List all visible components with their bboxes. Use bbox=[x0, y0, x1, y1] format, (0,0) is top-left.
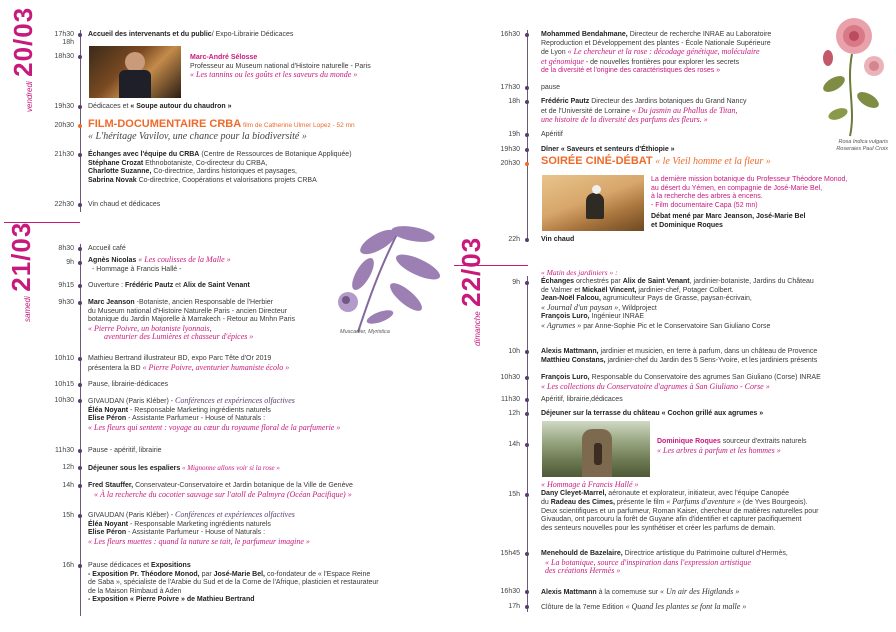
timeline-dot bbox=[78, 484, 82, 488]
speaker-name: Menehould de Bazelaire, bbox=[541, 550, 623, 557]
time: 16h bbox=[62, 562, 74, 569]
day-date: 22/03 bbox=[456, 236, 486, 307]
timeline-dot bbox=[78, 466, 82, 470]
speaker-name: Alix de Saint Venant bbox=[182, 282, 250, 289]
timeline-dot bbox=[525, 350, 529, 354]
item-title: Déjeuner sous les espaliers bbox=[88, 465, 181, 472]
timeline-dot bbox=[78, 247, 82, 251]
section-intro: « Matin des jardiniers » : bbox=[541, 268, 618, 277]
speaker-role: sourceur d'extraits naturels bbox=[720, 438, 807, 445]
item-text: (de Yves Bourgeois). bbox=[740, 499, 808, 507]
speaker-role: de Lyon bbox=[541, 49, 568, 57]
day-label-friday bbox=[8, 7, 39, 112]
time: 22h bbox=[508, 236, 520, 243]
illustration-caption bbox=[822, 139, 888, 153]
agenda-item bbox=[88, 355, 289, 373]
speaker-name: Jean-Noël Falcou, bbox=[541, 295, 601, 303]
talk-title: « Du jasmin au Phallus de Titan, bbox=[631, 105, 738, 115]
time: 22h30 bbox=[54, 201, 74, 208]
book-title: « Journal d'un paysan » bbox=[541, 302, 619, 312]
event-title: SOIRÉE CINÉ-DÉBAT bbox=[541, 155, 653, 167]
person-shape bbox=[125, 52, 145, 72]
timeline-dot bbox=[78, 357, 82, 361]
agenda-item: Pause, librairie-dédicaces bbox=[88, 381, 169, 388]
time: 19h30 bbox=[500, 146, 520, 153]
item-text: co-fondateur de « l'Espace Reine bbox=[265, 570, 371, 578]
time: 17h bbox=[508, 603, 520, 610]
time: 14h bbox=[62, 482, 74, 489]
item-text: Clôture de la 7eme Edition bbox=[541, 604, 626, 611]
timeline-dot bbox=[525, 493, 529, 497]
speaker-name: Dany Cleyet-Marrel, bbox=[541, 489, 607, 497]
speaker-name: Frédéric Pautz bbox=[541, 98, 590, 105]
item-title: - Exposition bbox=[88, 596, 130, 604]
speaker-role: agrumiculteur Pays de Grasse, paysan-écrivain, bbox=[600, 295, 752, 303]
talk-title: « La botanique, source d'inspiration dans l'expression artistique bbox=[545, 557, 751, 567]
agenda-item bbox=[541, 31, 771, 76]
speaker-name: Elise Péron bbox=[88, 529, 127, 537]
agenda-item: Accueil café bbox=[88, 245, 126, 252]
time: 14h bbox=[508, 441, 520, 448]
timeline-dot bbox=[525, 86, 529, 90]
timeline-dot bbox=[78, 55, 82, 59]
book-title: « Agrumes » bbox=[541, 320, 582, 330]
agenda-item bbox=[541, 481, 818, 534]
agenda-item: Apéritif bbox=[541, 131, 563, 138]
speaker-name: Elise Péron bbox=[88, 415, 127, 423]
item-text: présente le film bbox=[614, 499, 667, 507]
agenda-item bbox=[88, 562, 379, 605]
film-title: « L'héritage Vavilov, une chance pour la biodiversité » bbox=[88, 130, 307, 142]
agenda-item bbox=[88, 256, 231, 274]
time: 19h bbox=[508, 131, 520, 138]
item-text: Deux scientifiques et un parfumeur, Roman Kaiser, chercheur de matières naturelles pour bbox=[541, 507, 819, 515]
agenda-item bbox=[541, 374, 821, 391]
item-text: (Paris Kléber) - bbox=[124, 512, 176, 519]
talk-title: « Les fleurs muettes : quand la nature se tait, le parfumeur imagine » bbox=[88, 536, 310, 546]
timeline-dot bbox=[525, 162, 529, 166]
illustration-caption: Muscadier, Myristica bbox=[340, 329, 390, 335]
speaker-name: Stéphane Crozat bbox=[88, 159, 144, 167]
time: 11h30 bbox=[55, 447, 74, 454]
talk-title: « Mignonne allons voir si la rose » bbox=[180, 464, 280, 472]
agenda-item: Pause - apéritif, librairie bbox=[88, 447, 162, 454]
talk-title: « Pierre Poivre, aventurier humaniste écolo » bbox=[142, 362, 290, 372]
timeline-dot bbox=[525, 552, 529, 556]
agenda-item bbox=[88, 299, 295, 342]
item-text: - Film documentaire Capa (52 mn) bbox=[651, 201, 758, 209]
speaker-role: jardinier-chef, Potager Colbert. bbox=[636, 286, 734, 294]
time: 20h30 bbox=[500, 160, 520, 167]
timeline-dot bbox=[78, 124, 82, 128]
talk-title: « Pierre Poivre, un botaniste lyonnais, bbox=[88, 323, 212, 333]
item-text: par Anne-Sophie Pic et le Conservatoire San Giuliano Corse bbox=[581, 322, 771, 330]
speaker-role: Responsable du Conservatoire des agrumes San Giuliano (Corse) INRAE bbox=[589, 374, 821, 381]
item-title: - Exposition Pr. Théodore Monod, bbox=[88, 570, 200, 578]
talk-title: « Les fleurs qui sentent : voyage au cœur du royaume floral de la parfumerie » bbox=[88, 422, 341, 432]
talk-title: « Les collections du Conservatoire d'agrumes à San Giuliano - Corse » bbox=[541, 381, 770, 391]
item-text: des senteurs nouvelles pour les synthétiser et créer les parfums de demain. bbox=[541, 524, 776, 532]
time: 11h30 bbox=[501, 396, 520, 403]
time: 18h bbox=[508, 98, 520, 105]
agenda-item: Dîner « Saveurs et senteurs d'Éthiopie » bbox=[541, 146, 675, 153]
speaker-name: Éléa Noyant bbox=[88, 406, 129, 414]
speaker-name: Dominique Roques bbox=[657, 438, 721, 445]
time: 10h30 bbox=[500, 374, 520, 381]
day-label-sunday bbox=[456, 237, 487, 346]
agenda-item: Apéritif, librairie,dédicaces bbox=[541, 396, 623, 403]
organisation: GIVAUDAN bbox=[88, 398, 125, 405]
agenda-item: pause bbox=[541, 84, 561, 91]
agenda-item bbox=[190, 54, 371, 80]
agenda-item bbox=[541, 410, 763, 419]
speaker-role: Conservateur-Conservatoire et Jardin botanique de la Ville de Genève bbox=[133, 482, 353, 489]
day-date: 20/03 bbox=[8, 6, 38, 77]
person-shape bbox=[586, 193, 604, 219]
agenda-item bbox=[88, 511, 310, 546]
person-head bbox=[592, 185, 601, 194]
item-text: par bbox=[199, 570, 214, 578]
talk-title: « Les tannins ou les goûts et les saveurs du monde » bbox=[190, 70, 358, 80]
caption-line: Roseraies Paul Croix bbox=[836, 146, 888, 152]
talk-title: « À la recherche du cocotier sauvage sur l'atoll de Palmyra (Océan Pacifique) » bbox=[94, 489, 352, 499]
speaker-name: Fred Stauffer, bbox=[88, 482, 134, 489]
item-text: Pause dédicaces et bbox=[88, 562, 152, 569]
event-credit: film de Catherine Ulmer Lopez - 52 mn bbox=[241, 122, 355, 129]
item-text: , Wildproject bbox=[618, 304, 657, 312]
talk-title: des créations Hermès » bbox=[545, 566, 621, 576]
item-text: - de nouvelles frontières pour explorer les secrets bbox=[583, 58, 740, 66]
day-name: vendredi bbox=[25, 81, 34, 112]
speaker-role: Professeur au Museum national d'Histoire naturelle - Paris bbox=[190, 62, 371, 70]
time: 19h30 bbox=[54, 103, 74, 110]
item-text: / Expo-Librairie Dédicaces bbox=[211, 31, 294, 38]
agenda-item bbox=[88, 151, 352, 185]
item-title: Débat mené par Marc Jeanson, José-Marie Bel bbox=[651, 213, 806, 221]
agenda-item bbox=[541, 278, 814, 332]
item-title: « Pierre Poivre » bbox=[130, 596, 185, 604]
speaker-name: Sabrina Novak bbox=[88, 176, 137, 184]
time: 10h10 bbox=[54, 355, 74, 362]
speaker-name: Marc-André Sélosse bbox=[190, 54, 258, 61]
time: 9h bbox=[66, 259, 74, 266]
time: 17h30 bbox=[54, 31, 74, 38]
film-photo bbox=[542, 175, 644, 231]
timeline-dot bbox=[78, 105, 82, 109]
timeline-dot bbox=[78, 203, 82, 207]
timeline-dot bbox=[525, 590, 529, 594]
speaker-name: Charlotte Suzanne, bbox=[88, 168, 152, 176]
timeline-dot bbox=[525, 33, 529, 37]
talk-title: aventurier des Lumières et chasseur d'épices » bbox=[104, 332, 254, 342]
agenda-item bbox=[88, 482, 353, 499]
speaker-name: François Luro, bbox=[541, 313, 590, 321]
speaker-name: Agnès Nicolas bbox=[88, 257, 137, 264]
film-title: « le Vieil homme et la fleur » bbox=[652, 156, 771, 167]
item-title: Radeau des Cimes, bbox=[550, 499, 615, 507]
timeline-dot bbox=[525, 376, 529, 380]
item-title: Déjeuner sur la terrasse du château bbox=[541, 410, 662, 417]
agenda-item bbox=[541, 348, 817, 365]
item-text: (Centre de Ressources de Botanique Appliquée) bbox=[199, 151, 352, 158]
speaker-name: Frédéric Pautz bbox=[124, 282, 174, 289]
talk-title: « Un air des Higtlands » bbox=[660, 587, 740, 596]
speaker-name: Alexis Mattmann, bbox=[541, 348, 599, 355]
speaker-role: -Botaniste, ancien Responsable de l'Herbier bbox=[134, 299, 273, 306]
speaker-role: Co-directrice, Jardins historiques et paysages, bbox=[151, 168, 297, 176]
time: 9h30 bbox=[58, 299, 74, 306]
timeline-dot bbox=[525, 412, 529, 416]
time: 9h15 bbox=[58, 282, 74, 289]
item-text: orchestrés par bbox=[574, 278, 623, 285]
speaker-name: José-Marie Bel, bbox=[213, 570, 265, 578]
talk-title: Conférences et expériences olfactives bbox=[175, 510, 295, 519]
speaker-photo bbox=[89, 46, 181, 98]
timeline-dot bbox=[78, 261, 82, 265]
item-title: Accueil des intervenants et du public bbox=[88, 31, 212, 38]
item-title: Échanges bbox=[541, 278, 575, 285]
talk-title: « Quand les plantes se font la malle » bbox=[625, 602, 747, 611]
agenda-item bbox=[88, 397, 340, 432]
timeline-dot bbox=[78, 449, 82, 453]
time: 16h30 bbox=[500, 31, 520, 38]
item-text: au désert du Yémen, en compagnie de José-Marie Bel, bbox=[651, 184, 823, 192]
item-title: Expositions bbox=[151, 562, 191, 569]
item-text: de Valmer et bbox=[541, 286, 583, 294]
event-title: FILM-DOCUMENTAIRE CRBA bbox=[88, 118, 242, 130]
speaker-role: - Assistante Parfumeur - House of Naturals : bbox=[126, 415, 266, 423]
speaker-role: Directeur des Jardins botaniques du Grand Nancy bbox=[589, 98, 747, 105]
timeline-line bbox=[80, 244, 81, 616]
time: 8h30 bbox=[58, 245, 74, 252]
speaker-name: Mohammed Bendahmane, bbox=[541, 31, 628, 38]
speaker-role: Co-directrice, Coopérations et valorisations projets CRBA bbox=[136, 176, 317, 184]
speaker-role: - Responsable Marketing ingrédients naturels bbox=[128, 520, 271, 528]
item-text: Mathieu Bertrand illustrateur BD, expo Parc Tête d'Or 2019 bbox=[88, 355, 272, 362]
day-date: 21/03 bbox=[6, 221, 36, 292]
speaker-name: François Luro, bbox=[541, 374, 590, 381]
time: 15h bbox=[508, 491, 520, 498]
item-text: de la Maison Rimbaud à Aden bbox=[88, 587, 182, 595]
time: 10h bbox=[508, 348, 520, 355]
agenda-item bbox=[651, 176, 847, 231]
talk-title: Conférences et expériences olfactives bbox=[175, 396, 295, 405]
time: 15h bbox=[62, 512, 74, 519]
talk-title: « Hommage à Francis Hallé » bbox=[541, 480, 639, 489]
timeline-dot bbox=[78, 33, 82, 37]
timeline-dot bbox=[525, 148, 529, 152]
film-title: « Parfums d'aventure » bbox=[666, 497, 741, 507]
talk-title: « Les coulisses de la Malle » bbox=[136, 255, 231, 264]
timeline-dot bbox=[525, 133, 529, 137]
person-body bbox=[119, 70, 151, 98]
speaker-name: Alexis Mattmann bbox=[541, 589, 597, 596]
item-text: Givaudan, ont parcouru la forêt de Guyane afin d'identifier et capturer pacifiquement bbox=[541, 516, 802, 524]
item-title: « Soupe autour du chaudron » bbox=[130, 103, 232, 110]
speaker-role: Ethnobotaniste, Co-directeur du CRBA, bbox=[143, 159, 268, 167]
speaker-role: aéronaute et explorateur, initiateur, avec l'équipe Canopée bbox=[606, 489, 790, 497]
agenda-item: Vin chaud et dédicaces bbox=[88, 201, 161, 208]
muscadier-illustration bbox=[318, 212, 446, 340]
talk-title: « Le chercheur et la rose : décodage génétique, moléculaire bbox=[567, 47, 760, 57]
speaker-role: Directrice artistique du Patrimoine culturel d'Hermès, bbox=[622, 550, 788, 557]
agenda-item bbox=[88, 464, 280, 474]
item-text: de Saba », spécialiste de l'Arabie du Sud et de la Corne de l'Afrique, plasticien et restaurateur bbox=[88, 579, 379, 587]
item-title: Échanges avec l'équipe du CRBA bbox=[88, 151, 200, 158]
talk-title: « Les arbres à parfum et les hommes » bbox=[657, 445, 781, 455]
timeline-dot bbox=[78, 564, 82, 568]
timeline-dot bbox=[78, 399, 82, 403]
speaker-name: Marc Jeanson bbox=[88, 299, 135, 306]
timeline-dot bbox=[525, 281, 529, 285]
time: 15h45 bbox=[500, 550, 520, 557]
timeline-dot bbox=[78, 514, 82, 518]
time: 17h30 bbox=[500, 84, 520, 91]
speaker-name: de Mathieu Bertrand bbox=[184, 596, 255, 604]
speaker-role: botanique du Jardin Majorelle à Marrakech - Retour au Mnhn Paris bbox=[88, 316, 295, 324]
item-text: présentera la BD bbox=[88, 364, 143, 372]
timeline-dot bbox=[78, 301, 82, 305]
day-label-saturday bbox=[6, 222, 37, 322]
speaker-role: - Assistante Parfumeur - House of Naturals : bbox=[126, 529, 266, 537]
organisation: GIVAUDAN bbox=[88, 512, 125, 519]
speaker-role: jardinier et musicien, en terre à parfum, dans un château de Provence bbox=[598, 348, 818, 355]
agenda-item bbox=[541, 98, 746, 125]
agenda-item bbox=[541, 550, 788, 576]
agenda-item bbox=[541, 588, 739, 598]
caption-line: Rosa Indica vulgaris bbox=[838, 139, 888, 145]
item-text: - Hommage à Francis Hallé - bbox=[92, 265, 182, 273]
item-title: et Dominique Roques bbox=[651, 221, 723, 229]
time: 18h bbox=[62, 39, 74, 46]
agenda-item: Vin chaud bbox=[541, 236, 575, 243]
time: 10h30 bbox=[54, 397, 74, 404]
timeline-dot bbox=[525, 398, 529, 402]
speaker-role: du Museum national d'Histoire Naturelle Paris - ancien Directeur bbox=[88, 307, 287, 315]
speaker-role: Reproduction et Développement des plantes - École Nationale Supérieure bbox=[541, 39, 771, 47]
agenda-item bbox=[88, 31, 293, 40]
talk-title: et génomique bbox=[541, 56, 584, 66]
speaker-role: Directeur de recherche INRAE au Laboratoire bbox=[627, 31, 772, 38]
rose-illustration bbox=[816, 14, 888, 138]
agenda-item bbox=[88, 103, 232, 112]
time: 12h bbox=[508, 410, 520, 417]
agenda-item bbox=[541, 603, 746, 613]
timeline-dot bbox=[525, 605, 529, 609]
speaker-role: Ingénieur INRAE bbox=[589, 313, 645, 321]
item-text: à la recherche des arbres à encens. bbox=[651, 193, 763, 201]
speaker-role: jardinier-chef du Jardin des 5 Sens-Yvoire, et les jardiniers présents bbox=[605, 356, 818, 364]
agenda-item bbox=[88, 120, 355, 143]
item-text: (Paris Kléber) - bbox=[124, 398, 176, 405]
timeline-dot bbox=[78, 383, 82, 387]
time: 18h30 bbox=[54, 53, 74, 60]
item-text: Ouverture : bbox=[88, 282, 125, 289]
timeline-dot bbox=[525, 443, 529, 447]
speaker-role: - Responsable Marketing ingrédients naturels bbox=[128, 406, 271, 414]
item-title: « Cochon grillé aux agrumes » bbox=[661, 410, 764, 417]
day-name: dimanche bbox=[473, 311, 482, 346]
tree-photo bbox=[542, 421, 650, 477]
speaker-name: Éléa Noyant bbox=[88, 520, 129, 528]
timeline-dot bbox=[525, 100, 529, 104]
talk-title: une histoire de la diversité des parfums des fleurs. » bbox=[541, 115, 708, 125]
agenda-item bbox=[657, 438, 807, 455]
time: 20h30 bbox=[54, 122, 74, 129]
item-text: Dédicaces et bbox=[88, 103, 131, 110]
speaker-role: et de l'Université de Lorraine bbox=[541, 107, 632, 115]
time: 21h30 bbox=[54, 151, 74, 158]
agenda-item bbox=[541, 157, 771, 168]
speaker-name: Matthieu Constans, bbox=[541, 356, 606, 364]
speaker-role: , jardinier-botaniste, Jardins du Château bbox=[689, 278, 814, 285]
timeline-dot bbox=[525, 238, 529, 242]
item-text: et bbox=[173, 282, 183, 289]
speaker-name: Mickaël Vincent, bbox=[582, 286, 637, 294]
day-name: samedi bbox=[23, 296, 32, 322]
timeline-dot bbox=[78, 153, 82, 157]
person-shape bbox=[594, 443, 602, 465]
time: 10h15 bbox=[54, 381, 74, 388]
item-text: La dernière mission botanique du Professeur Théodore Monod, bbox=[651, 176, 848, 183]
time: 9h bbox=[512, 279, 520, 286]
item-text: à la cornemuse sur bbox=[596, 589, 661, 596]
time: 16h30 bbox=[500, 588, 520, 595]
item-text: du bbox=[541, 499, 551, 507]
speaker-name: Alix de Saint Venant bbox=[622, 278, 690, 285]
time: 12h bbox=[62, 464, 74, 471]
item-text: de la diversité et l'origine des caractéristiques des roses » bbox=[541, 67, 721, 75]
agenda-item bbox=[88, 282, 250, 291]
timeline-dot bbox=[78, 284, 82, 288]
